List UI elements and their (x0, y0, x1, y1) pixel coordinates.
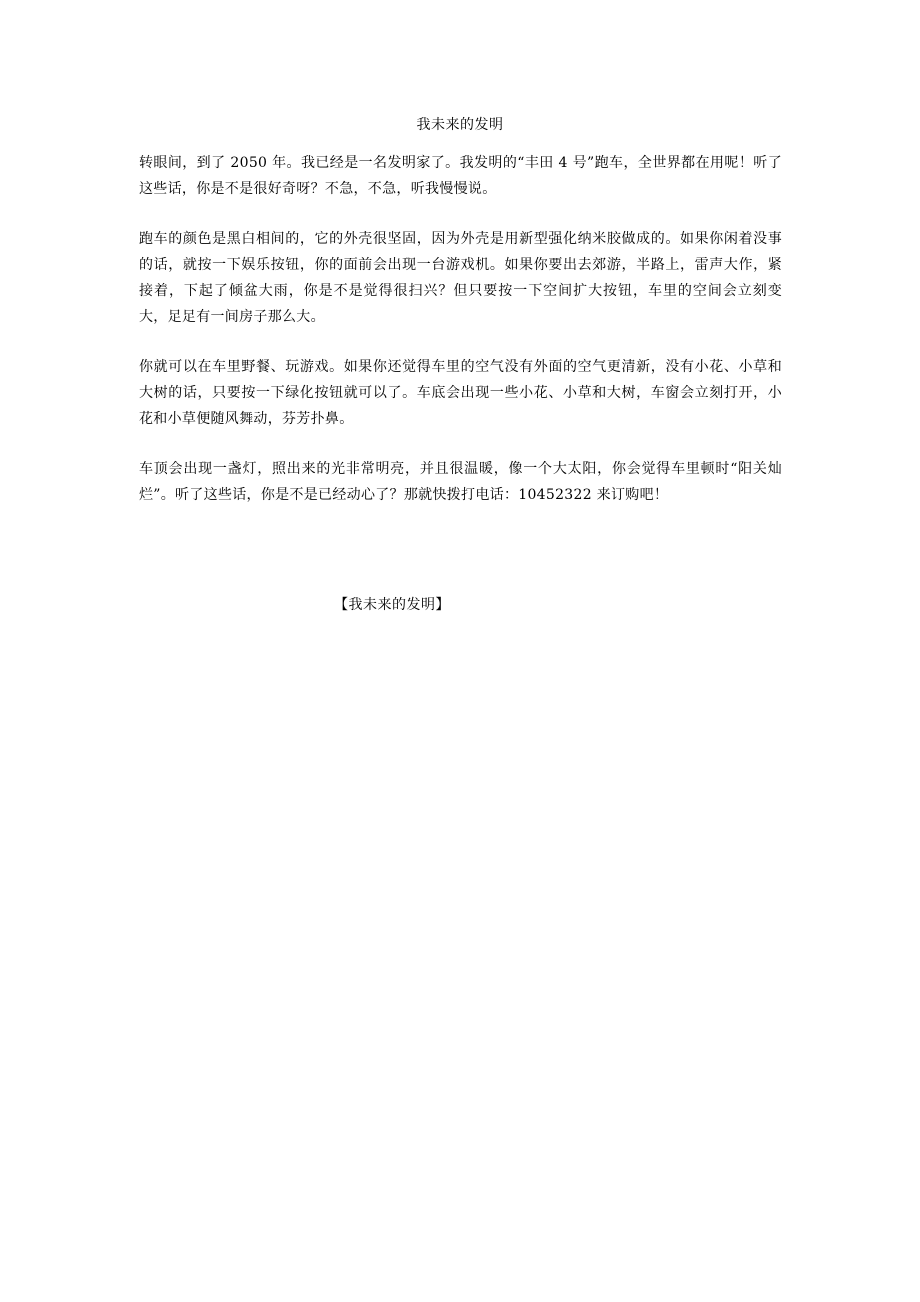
paragraph-1: 转眼间，到了 2050 年。我已经是一名发明家了。我发明的“丰田 4 号”跑车，全世界都在用呢！听了这些话，你是不是很好奇呀？不急，不急，听我慢慢说。 (139, 155, 782, 197)
footer-title: 【我未来的发明】 (334, 597, 450, 613)
paragraph-3: 你就可以在车里野餐、玩游戏。如果你还觉得车里的空气没有外面的空气更清新，没有小花、小草和大树的话，只要按一下绿化按钮就可以了。车底会出现一些小花、小草和大树，车窗会立刻打开，小花和小草便随风舞动，芬芳扑鼻。 (139, 359, 782, 427)
paragraph-2: 跑车的颜色是黑白相间的，它的外壳很坚固，因为外壳是用新型强化纳米胶做成的。如果你闲着没事的话，就按一下娱乐按钮，你的面前会出现一台游戏机。如果你要出去郊游，半路上，雷声大作，紧接着，下起了倾盆大雨，你是不是觉得很扫兴？但只要按一下空间扩大按钮，车里的空间会立刻变大，足足有一间房子那么大。 (139, 231, 782, 325)
document-title: 我未来的发明 (416, 117, 504, 133)
paragraph-4: 车顶会出现一盏灯，照出来的光非常明亮，并且很温暖，像一个大太阳，你会觉得车里顿时“阳关灿烂”。听了这些话，你是不是已经动心了？那就快拨打电话：10452322 来订购吧！ (139, 461, 782, 503)
document-body (139, 150, 782, 532)
